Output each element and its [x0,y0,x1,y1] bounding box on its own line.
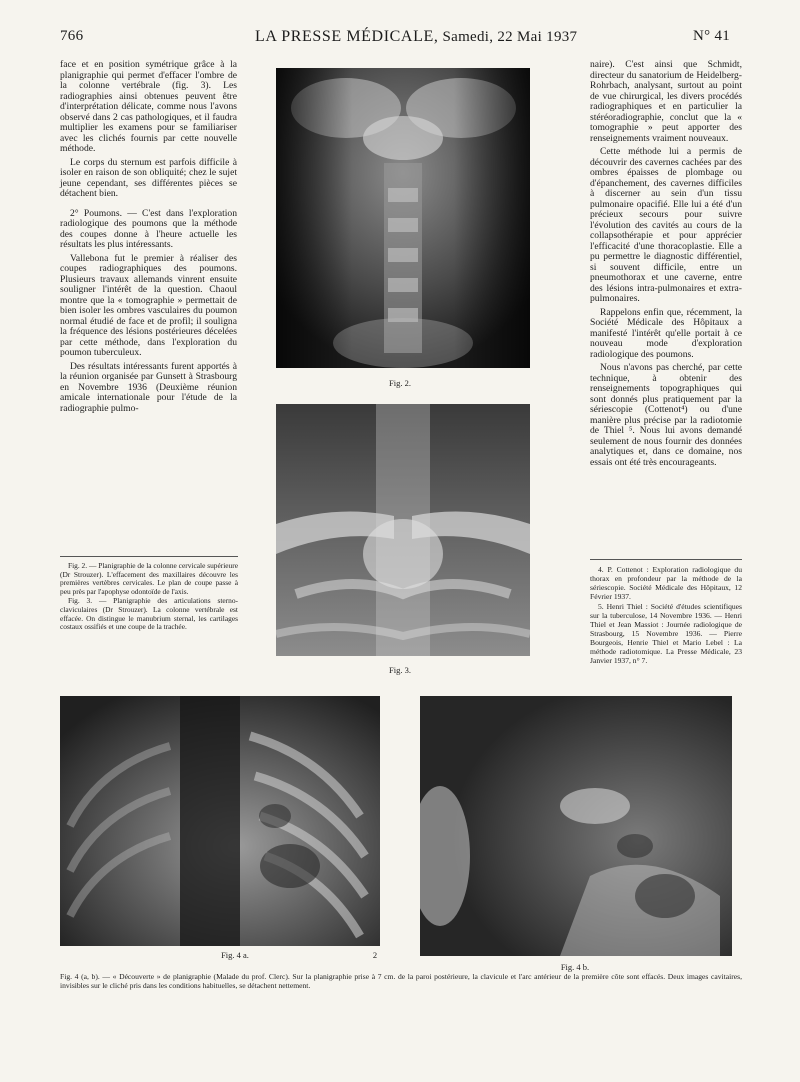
issue-number: N° 41 [693,28,731,44]
footnotes [590,565,742,666]
footnote-rule [590,559,742,560]
fig2-label: Fig. 2. [389,378,411,388]
fig3-label: Fig. 3. [389,665,411,675]
right-text-column [590,60,742,471]
paragraph: Le corps du sternum est parfois difficile à isoler en raison de son obliquité; chez le sujet jeune cependant, ses différentes pièces se détachent bien. [60,156,237,199]
footnote-4: 4. P. Cottenot : Exploration radiologique du thorax en profondeur par la méthode de la sériescopie. Société Médicale des Hôpitaux, 12 Février 1937. [590,565,742,601]
running-header [255,28,578,46]
paragraph: Cette méthode lui a permis de découvrir des cavernes cachées par des ombres épaisses de plombage ou d'épanchement, des cavernes difficiles à discerner au sein d'un tissu pulmonaire opacifié. Elle lui a été d'un précieux secours pour suivre l'évolution des cavités au cours de la collapsothérapie et pour apprécier l'efficacité d'une thoracoplastie. Elle a pu permettre le diagnostic différentiel, si souvent difficile, entre un pneumothorax et une caverne, entre des lésions intra-pulmonaires et extra-pulmonaires. [590,146,742,304]
chest-xray-4a [60,696,380,946]
fig2-radiograph [276,68,530,368]
fig4b-radiograph [420,696,732,956]
caption-fig3: Fig. 3. — Planigraphie des articulations sterno-claviculaires (Dr Strouzer). La colonne vertébrale est effacée. On distingue le manubrium sternal, les cartilages costaux ossifiés et une coupe de la trachée. [60,596,238,632]
cervical-spine-xray [276,68,530,368]
left-text-column [60,60,237,417]
paragraph: face et en position symétrique grâce à la planigraphie qui permet d'effacer l'ombre de la colonne vertébrale (fig. 3). Les radiographies ainsi obtenues peuvent être d'interprétation délicate, comme nous l'avons observé dans 2 cas pathologiques, et il faudra multiplier les examens pour se familiariser avec les clichés fournis par cette nouvelle méthode. [60,59,237,154]
paragraph: 2° Poumons. — C'est dans l'exploration radiologique des poumons que la méthode des coupes donne à l'heure actuelle les résultats les plus intéressants. [60,207,237,250]
footnote-5: 5. Henri Thiel : Société d'études scientifiques sur la tuberculose, 14 Novembre 1936. — Henri Thiel et Jean Massiot : Journée radiologique de Strasbourg, 15 Novembre 1936. — Pierre Bourgeois, Henrie Thiel et Mario Lebel : La méthode radiotomique. La Presse Médicale, 23 Janvier 1937, n° 7. [590,602,742,665]
paragraph: Nous n'avons pas cherché, par cette technique, à obtenir des renseignements topographiques qui sont donnés plus pratiquement par la sériescopie (Cottenot⁴) ou d'une manière plus précise par la radiotomie de Thiel ⁵. Nous lui avons demandé seulement de nous fournir des données analytiques et, dans ce domaine, nos essais ont été très encourageants. [590,362,742,468]
paragraph: Vallebona fut le premier à réaliser des coupes radiographiques des poumons. Plusieurs travaux allemands vinrent ensuite souligner l'intérêt de la question. Chaoul montre que la « tomographie » permettait de bien isoler les ombres vasculaires du poumon normal étudié de face et de profil; il souligna la fréquence des lésions postérieures décelées par cette méthode, dans l'exploration du poumon tuberculeux. [60,252,237,358]
fig4-caption: Fig. 4 (a, b). — « Découverte » de planigraphie (Malade du prof. Clerc). Sur la planigraphie prise à 7 cm. de la paroi postérieure, la clavicule et l'arc antérieur de la première côte sont effacés. Deux images cavitaires, invisibles sur le cliché pris dans les conditions habituelles, se détachent nettement. [60,972,742,990]
paragraph: Rappelons enfin que, récemment, la Société Médicale des Hôpitaux a manifesté l'intérêt qu'elle portait à ce nouveau mode d'exploration radiologique des poumons. [590,306,742,360]
figure-captions-left [60,562,238,633]
paragraph: Des résultats intéressants furent apportés à la réunion organisée par Gunsett à Strasbourg en Novembre 1936 (Deuxième réunion amicale internationale pour l'étude de la radiographie pulmo- [60,360,237,414]
fig3-radiograph [276,404,530,656]
fig4a-radiograph [60,696,380,946]
chest-xray-4b [420,696,732,956]
issue-date: Samedi, 22 Mai 1937 [442,29,578,45]
stray-mark: 2 [372,950,378,960]
paragraph: naire). C'est ainsi que Schmidt, directeur du sanatorium de Heidelberg-Rohrbach, analysant, surtout au point de vue chirurgical, les divers procédés radiographiques et en particulier la stéréoradiographie, conclut que la « tomographie » peut apporter des renseignements vraiment nouveaux. [590,59,742,144]
page-number: 766 [60,28,84,44]
fig4b-label: Fig. 4 b. [560,962,590,972]
column-rule [60,556,238,557]
journal-title: LA PRESSE MÉDICALE, [255,28,439,45]
sternoclavicular-xray [276,404,530,656]
caption-fig2: Fig. 2. — Planigraphie de la colonne cervicale supérieure (Dr Strouzer). L'effacement des maxillaires découvre les premières vertèbres cervicales. Le plan de coupe passe à peu près par l'apophyse odontoïde de l'axis. [60,561,238,596]
fig4a-label: Fig. 4 a. [221,950,249,960]
